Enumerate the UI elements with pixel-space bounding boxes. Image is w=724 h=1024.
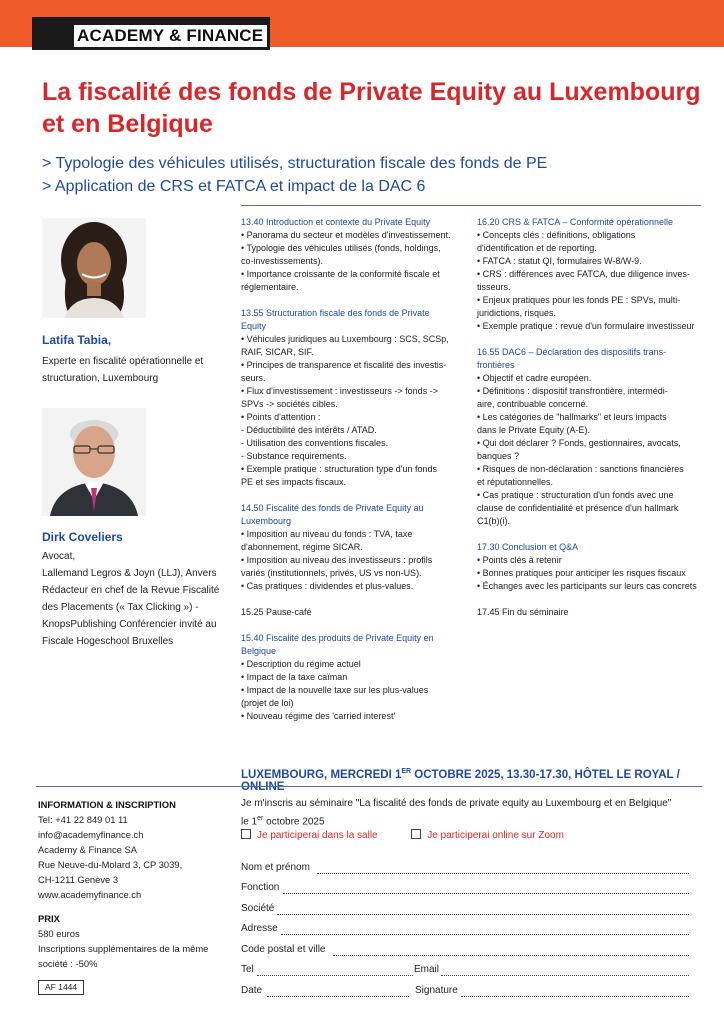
session-item: dans le Private Equity (A-E). — [477, 425, 591, 435]
session-item: RAIF, SICAR, SIF. — [241, 347, 314, 357]
field-label: Signature — [415, 985, 458, 996]
session-heading: 13.55 Structuration fiscale des fonds de Private — [241, 308, 430, 318]
fill-line — [441, 975, 689, 976]
date-signature-field[interactable] — [241, 985, 691, 999]
price-line: société : -50% — [38, 958, 98, 969]
function-field[interactable] — [241, 882, 691, 896]
bio-line: Fiscale Hogeschool Bruxelles — [42, 636, 174, 647]
bio-line: Avocat, — [42, 551, 76, 562]
session-item: • Flux d'investissement : investisseurs -> fonds -> — [241, 386, 438, 396]
program-session — [477, 541, 705, 593]
info-heading: INFORMATION & INSCRIPTION — [38, 799, 176, 810]
session-item: • Qui doit déclarer ? Fonds, gestionnaires, avocats, — [477, 438, 681, 448]
session-item: • FATCA : statut QI, formulaires W-8/W-9. — [477, 256, 642, 266]
subtitles — [42, 152, 702, 198]
session-heading-cont: Belgique — [241, 646, 277, 656]
bio-line: KnopsPublishing Conférencier invité au — [42, 619, 217, 630]
info-line: CH-1211 Genève 3 — [38, 874, 119, 885]
speaker-bio-dirk — [42, 548, 232, 650]
session-item: réglementaire. — [241, 282, 299, 292]
field-label: Société — [241, 903, 275, 914]
title-line-1: La fiscalité des fonds de Private Equity au Luxembourg — [42, 78, 701, 106]
session-item: • Imposition au niveau du fonds : TVA, taxe — [241, 529, 413, 539]
info-line: Academy & Finance SA — [38, 844, 138, 855]
price-line: 580 euros — [38, 928, 80, 939]
fill-line — [277, 914, 689, 915]
session-item: • Description du régime actuel — [241, 659, 361, 669]
title-line-2: et en Belgique — [42, 110, 213, 138]
program-session — [241, 502, 466, 593]
session-item: d'identification et de reporting. — [477, 243, 597, 253]
session-item: banques ? — [477, 451, 520, 461]
session-item: • Imposition au niveau des investisseurs : profils — [241, 555, 433, 565]
page-title — [42, 76, 702, 140]
option-zoom[interactable]: Je participerai online sur Zoom — [411, 830, 564, 841]
company-field[interactable] — [241, 903, 691, 917]
session-item: juridictions, risques. — [477, 308, 557, 318]
session-item: - Substance requirements. — [241, 451, 347, 461]
program-session — [241, 307, 466, 489]
session-item: • Impact de la taxe caïman — [241, 672, 348, 682]
registration-line-2: le 1er octobre 2025 — [241, 815, 325, 828]
session-item: • Impact de la nouvelle taxe sur les plus-values — [241, 685, 429, 695]
field-label: Code postal et ville — [241, 944, 326, 955]
session-item: • Exemple pratique : revue d'un formulaire investisseur — [477, 321, 695, 331]
speaker-photo-dirk — [42, 408, 146, 516]
session-item: aire, contribuable concerné. — [477, 399, 589, 409]
fill-line — [257, 975, 413, 976]
session-item: • Échanges avec les participants sur leurs cas concrets — [477, 581, 697, 591]
checkbox-room[interactable] — [241, 829, 251, 839]
fill-line — [281, 934, 689, 935]
bio-line: Rédacteur en chef de la Revue Fiscalité — [42, 585, 220, 596]
field-label: Date — [241, 985, 263, 996]
fill-line — [333, 955, 689, 956]
event-details: LUXEMBOURG, MERCREDI 1ER OCTOBRE 2025, 13.30-17.30, HÔTEL LE ROYAL / — [241, 768, 680, 781]
bio-line: des Placements (« Tax Clicking ») - — [42, 602, 199, 613]
session-heading: 15.40 Fiscalité des produits de Private Equity en — [241, 633, 434, 643]
session-item: • Objectif et cadre européen. — [477, 373, 592, 383]
session-heading: 13.40 Introduction et contexte du Private Equity — [241, 217, 431, 227]
attendance-options — [241, 829, 706, 841]
session-item: - Utilisation des conventions fiscales. — [241, 438, 389, 448]
session-heading: 16.55 DAC6 – Déclaration des dispositifs trans- — [477, 347, 667, 357]
session-item: • Risques de non-déclaration : sanctions financières — [477, 464, 684, 474]
speaker-name-latifa: Latifa Tabia, — [42, 333, 112, 347]
name-field[interactable] — [241, 862, 691, 876]
program-column-2 — [477, 216, 705, 632]
session-item: • Véhicules juridiques au Luxembourg : SCS, SCSp, — [241, 334, 449, 344]
bio-line: structuration, Luxembourg — [42, 373, 159, 384]
session-heading-cont: frontières — [477, 360, 515, 370]
checkbox-zoom[interactable] — [411, 829, 421, 839]
bio-line: Experte en fiscalité opérationnelle et — [42, 356, 204, 367]
session-item: seurs. — [241, 373, 266, 383]
session-item: • Typologie des véhicules utilisés (fonds, holdings, — [241, 243, 441, 253]
session-item: • Importance croissante de la conformité fiscale et — [241, 269, 440, 279]
field-label: Tel — [241, 964, 254, 975]
session-item: • Cas pratique : structuration d'un fonds avec une — [477, 490, 674, 500]
info-line: Tel: +41 22 849 01 11 — [38, 814, 128, 825]
subtitle-1: > Typologie des véhicules utilisés, structuration fiscale des fonds de PE — [42, 155, 548, 172]
program-column-1 — [241, 216, 466, 736]
reference-code: AF 1444 — [38, 980, 84, 995]
fill-line — [267, 996, 409, 997]
session-heading-cont: Equity — [241, 321, 267, 331]
session-item: - Déductibilité des intérêts / ATAD. — [241, 425, 377, 435]
field-label: Email — [414, 964, 440, 975]
session-item: co-investissements). — [241, 256, 324, 266]
session-item: SPVs -> sociétés cibles. — [241, 399, 338, 409]
address-field[interactable] — [241, 923, 691, 937]
session-heading: 16.20 CRS & FATCA – Conformité opérationnelle — [477, 217, 673, 227]
seminar-end: 17.45 Fin du séminaire — [477, 607, 569, 617]
tel-email-field[interactable] — [241, 964, 691, 978]
session-item: • Points clés à retenir — [477, 555, 562, 565]
session-heading: 17.30 Conclusion et Q&A — [477, 542, 579, 552]
speaker-bio-latifa — [42, 353, 222, 387]
field-label: Adresse — [241, 923, 278, 934]
session-item: • Définitions : dispositif transfrontière, intermédi- — [477, 386, 668, 396]
coffee-break: 15.25 Pause-café — [241, 607, 312, 617]
price-line: Inscriptions supplémentaires de la même — [38, 943, 209, 954]
registration-line-1: Je m'inscris au séminaire "La fiscalité des fonds de private equity au Luxembourg et en Belgique" — [241, 798, 672, 809]
session-item: • Points d'attention : — [241, 412, 321, 422]
session-item: • Enjeux pratiques pour les fonds PE : SPVs, multi- — [477, 295, 681, 305]
price-heading: PRIX — [38, 913, 60, 924]
field-label: Fonction — [241, 882, 280, 893]
session-heading-cont: Luxembourg — [241, 516, 292, 526]
brand-logo: ACADEMY & FINANCE — [74, 25, 267, 47]
field-label: Nom et prénom — [241, 862, 310, 873]
session-item: • Concepts clés : définitions, obligations — [477, 230, 636, 240]
bio-line: Lallemand Legros & Joyn (LLJ), Anvers — [42, 568, 217, 579]
fill-line — [283, 893, 689, 894]
session-item: • Panorama du secteur et modèles d'investissement. — [241, 230, 451, 240]
speaker-photo-latifa — [42, 218, 146, 318]
info-line: www.academyfinance.ch — [38, 889, 142, 900]
session-heading: 14.50 Fiscalité des fonds de Private Equity au — [241, 503, 424, 513]
divider-bottom — [36, 786, 702, 787]
session-item: • Exemple pratique : structuration type d'un fonds — [241, 464, 437, 474]
session-item: • Nouveau régime des 'carried interest' — [241, 711, 396, 721]
session-item: C1(b)(i). — [477, 516, 510, 526]
fill-line — [461, 996, 689, 997]
session-item: variés (institutionnels, privés, US vs non-US). — [241, 568, 422, 578]
speaker-name-dirk: Dirk Coveliers — [42, 530, 123, 544]
registration-text — [241, 796, 706, 829]
session-item: et réputationnelles. — [477, 477, 554, 487]
subtitle-2: > Application de CRS et FATCA et impact de la DAC 6 — [42, 178, 426, 195]
session-item: • Cas pratiques : dividendes et plus-values. — [241, 581, 414, 591]
session-item: clause de confidentialité et présence d'un hallmark — [477, 503, 679, 513]
option-room[interactable]: Je participerai dans la salle — [241, 830, 378, 841]
program-session — [241, 216, 466, 294]
session-item: (projet de loi) — [241, 698, 294, 708]
session-item: tisseurs. — [477, 282, 511, 292]
program-session — [477, 216, 705, 333]
session-item: • Bonnes pratiques pour anticiper les risques fiscaux — [477, 568, 686, 578]
info-line: info@academyfinance.ch — [38, 829, 144, 840]
info-block — [38, 797, 223, 995]
info-line: Rue Neuve-du-Molard 3, CP 3039, — [38, 859, 183, 870]
session-item: • Principes de transparence et fiscalité des investis- — [241, 360, 447, 370]
divider-top — [241, 205, 701, 206]
session-item: d'abonnement, régime SICAR. — [241, 542, 363, 552]
postal-city-field[interactable] — [241, 944, 691, 958]
session-item: • CRS : différences avec FATCA, due diligence inves- — [477, 269, 690, 279]
session-item: PE et ses impacts fiscaux. — [241, 477, 347, 487]
program-session — [477, 346, 705, 528]
session-item: • Les catégories de "hallmarks" et leurs impacts — [477, 412, 667, 422]
program-session — [241, 632, 466, 723]
fill-line — [317, 873, 689, 874]
